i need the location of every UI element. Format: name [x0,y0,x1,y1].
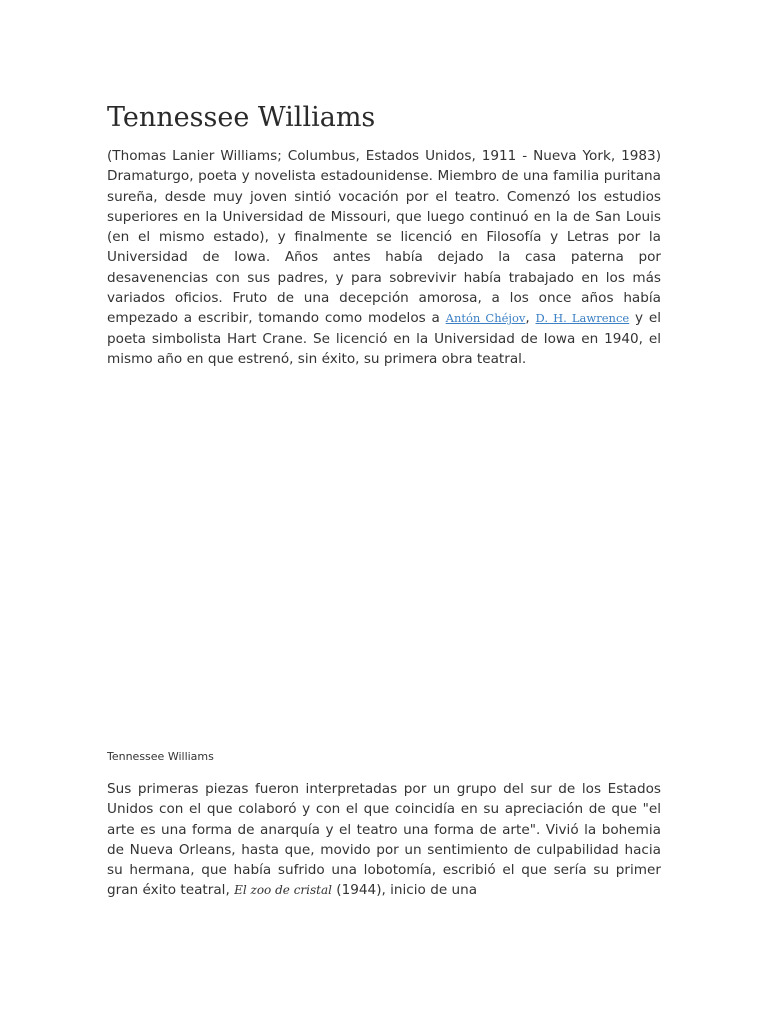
work-title: El zoo de cristal [234,883,332,898]
paragraph-text: (1944), inicio de una [331,882,478,899]
paragraph-text: Sus primeras piezas fueron interpretadas por un grupo del sur de los Estados Unidos con el que colaboró y con el que coincidía en su apreciación de que "el arte es una forma de anarquía y el teatro una forma de arte". Vivió la bohemia de Nueva Orleans, hasta que, movido por un sentimiento de culpabilidad hacia su hermana, que había sufrido una lobotomía, escribió el que sería su primer gran éxito teatral, [107,781,661,899]
paragraph-text: y el poeta simbolista Hart Crane. Se licenció en la Universidad de Iowa en 1940, el mismo año en que estrenó, sin éxito, su primera obra teatral. [107,310,661,367]
image-caption: Tennessee Williams [107,750,214,763]
link-anton-chejov[interactable]: Antón Chéjov [445,311,526,326]
page-title: Tennessee Williams [107,102,376,133]
biography-paragraph-1 [107,146,661,369]
separator: , [525,310,536,327]
paragraph-text: (Thomas Lanier Williams; Columbus, Estados Unidos, 1911 - Nueva York, 1983) Dramaturgo, poeta y novelista estadounidense. Miembro de una familia puritana sureña, desde muy joven sintió vocación por el teatro. Comenzó los estudios superiores en la Universidad de Missouri, que luego continuó en la de San Louis (en el mismo estado), y finalmente se licenció en Filosofía y Letras por la Universidad de Iowa. Años antes había dejado la casa paterna por desavenencias con sus padres, y para sobrevivir había trabajado en los más variados oficios. Fruto de una decepción amorosa, a los once años había empezado a escribir, tomando como modelos a [107,148,661,327]
link-dh-lawrence[interactable]: D. H. Lawrence [535,311,630,326]
biography-paragraph-2 [107,779,661,901]
